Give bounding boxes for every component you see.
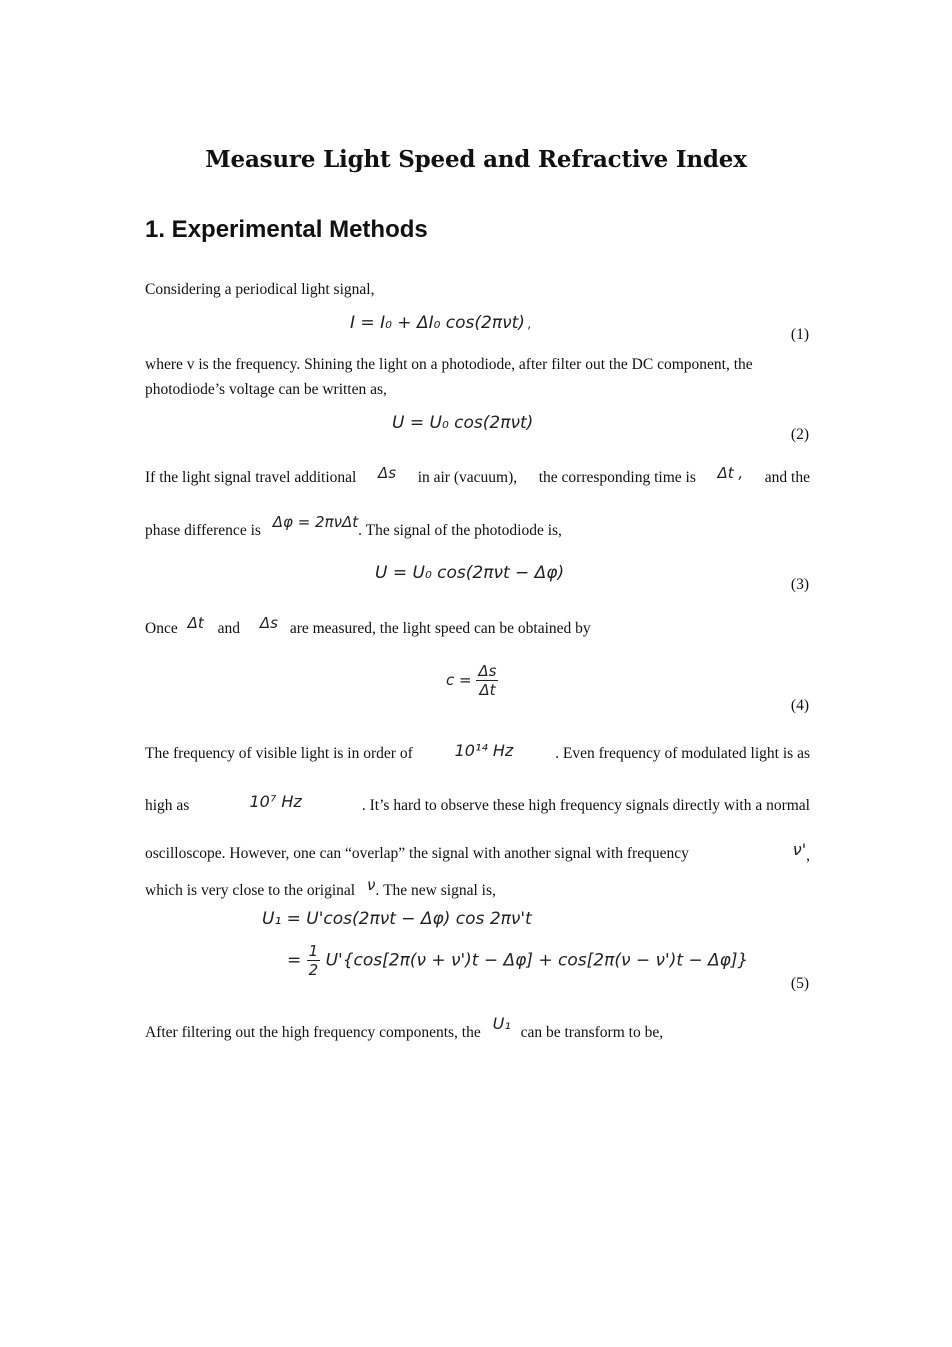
paragraph-line bbox=[145, 614, 591, 638]
section-heading: 1. Experimental Methods bbox=[145, 216, 428, 243]
frequency-value: 10¹⁴ Hz bbox=[454, 741, 514, 760]
paragraph-line bbox=[145, 464, 810, 487]
equation-number-1: (1) bbox=[790, 326, 809, 343]
equation-2: U = U₀ cos(2πνt) bbox=[392, 413, 534, 433]
delta-s-symbol: Δs bbox=[259, 614, 278, 632]
text-span: the corresponding time is bbox=[538, 469, 696, 486]
text-span: After filtering out the high frequency components, the bbox=[145, 1024, 481, 1041]
text-span: are measured, the light speed can be obtained by bbox=[289, 620, 591, 637]
nu-prime-group bbox=[792, 840, 810, 865]
text-span: , bbox=[806, 847, 810, 864]
equation-5-equals: = bbox=[287, 950, 302, 971]
equation-5-half-numerator: 1 bbox=[308, 942, 319, 960]
u1-symbol: U₁ bbox=[492, 1014, 511, 1033]
text-span: If the light signal travel additional bbox=[145, 469, 357, 486]
equation-number-3: (3) bbox=[790, 576, 809, 593]
equation-5-half-denominator: 2 bbox=[308, 961, 319, 979]
text-span: high as bbox=[145, 797, 190, 814]
equation-5-body: U'{cos[2π(ν + ν')t − Δφ] + cos[2π(ν − ν')t − Δφ]} bbox=[325, 950, 749, 971]
text-span: and the bbox=[764, 469, 810, 486]
equation-number-2: (2) bbox=[790, 426, 809, 443]
equation-1 bbox=[350, 313, 532, 333]
equation-number-4: (4) bbox=[790, 697, 809, 714]
equation-5-line-2 bbox=[287, 942, 748, 979]
equation-4-lhs: c = bbox=[446, 671, 472, 689]
text-span: . The new signal is, bbox=[375, 882, 496, 899]
equation-1-body: I = I₀ + ΔI₀ cos(2πνt) bbox=[350, 313, 525, 333]
equation-5-line-1: U₁ = U'cos(2πνt − Δφ) cos 2πν't bbox=[262, 909, 532, 929]
text-span: Once bbox=[145, 620, 178, 637]
paragraph-line bbox=[145, 1014, 664, 1042]
equation-4-denominator: Δt bbox=[479, 681, 496, 699]
delta-s-symbol: Δs bbox=[377, 464, 397, 482]
nu-symbol: ν bbox=[366, 876, 376, 894]
text-span: phase difference is bbox=[145, 522, 261, 539]
text-span: which is very close to the original bbox=[145, 882, 356, 899]
paragraph-line bbox=[145, 840, 810, 865]
text-span: . It’s hard to observe these high frequency signals directly with a normal bbox=[361, 797, 810, 814]
equation-3: U = U₀ cos(2πνt − Δφ) bbox=[375, 563, 565, 583]
text-span: in air (vacuum), bbox=[417, 469, 518, 486]
document-title: Measure Light Speed and Refractive Index bbox=[205, 146, 747, 173]
paragraph-line bbox=[145, 741, 810, 764]
equation-number-5: (5) bbox=[790, 975, 809, 992]
frequency-value: 10⁷ Hz bbox=[249, 792, 302, 811]
text-span: and bbox=[217, 620, 240, 637]
equation-5-half bbox=[307, 942, 321, 979]
delta-t-symbol: Δt , bbox=[717, 464, 744, 482]
delta-t-symbol: Δt bbox=[187, 614, 204, 632]
equation-4 bbox=[446, 662, 498, 699]
nu-prime-symbol: ν' bbox=[792, 840, 807, 859]
paragraph-line bbox=[145, 876, 496, 900]
equation-4-fraction bbox=[476, 662, 498, 699]
paragraph-line: where v is the frequency. Shining the light on a photodiode, after filter out the DC component, the bbox=[145, 356, 753, 373]
text-span: The frequency of visible light is in order of bbox=[145, 745, 413, 762]
equation-4-numerator: Δs bbox=[478, 662, 497, 680]
equation-1-comma: , bbox=[527, 317, 532, 331]
paragraph-line bbox=[145, 513, 562, 540]
paragraph-line: photodiode’s voltage can be written as, bbox=[145, 381, 387, 398]
phase-difference-equation: Δφ = 2πνΔt bbox=[272, 513, 359, 531]
text-span: can be transform to be, bbox=[520, 1024, 664, 1041]
text-span: oscilloscope. However, one can “overlap” the signal with another signal with frequency bbox=[145, 845, 689, 862]
text-span: . The signal of the photodiode is, bbox=[358, 522, 562, 539]
paragraph-intro: Considering a periodical light signal, bbox=[145, 281, 375, 298]
text-span: . Even frequency of modulated light is as bbox=[555, 745, 810, 762]
paragraph-line bbox=[145, 792, 810, 816]
